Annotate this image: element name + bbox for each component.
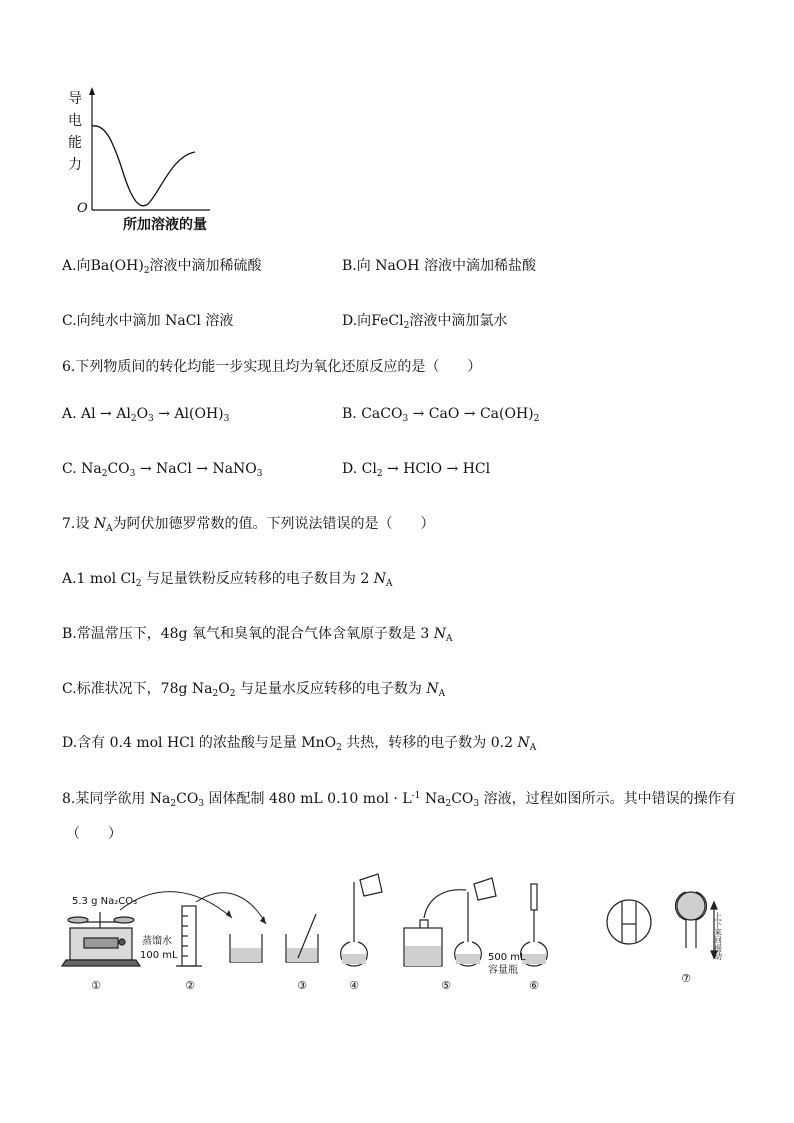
text: CO bbox=[451, 791, 474, 807]
subscript: 2 bbox=[336, 743, 342, 753]
q6-option-d bbox=[342, 459, 490, 479]
subscript: 3 bbox=[198, 799, 205, 809]
flask-label-2: 容量瓶 bbox=[488, 965, 518, 976]
text: C.向纯水中滴加 bbox=[62, 313, 166, 329]
q7-option-b bbox=[62, 624, 453, 644]
text: B. CaCO bbox=[342, 406, 403, 422]
beaker-icon bbox=[230, 934, 262, 962]
y-axis-label bbox=[66, 88, 84, 176]
subscript: 2 bbox=[135, 579, 142, 589]
subscript: 2 bbox=[229, 689, 236, 699]
avogadro-symbol: N bbox=[517, 735, 530, 751]
arrow-head bbox=[260, 916, 266, 924]
text: A. Al → Al bbox=[62, 406, 131, 422]
conductivity-graph bbox=[60, 84, 230, 234]
subscript: 3 bbox=[473, 799, 480, 809]
q5-option-a bbox=[62, 256, 262, 276]
text: → NaCl → NaNO bbox=[135, 461, 257, 477]
avogadro-symbol: N bbox=[93, 516, 107, 532]
subscript: A bbox=[529, 743, 537, 753]
subscript: A bbox=[438, 689, 446, 699]
arrow-head bbox=[226, 910, 232, 918]
y-axis-arrow bbox=[89, 87, 95, 95]
subscript: 2 bbox=[445, 799, 452, 809]
step-number: ⑤ bbox=[441, 979, 451, 992]
subscript: A bbox=[106, 524, 113, 534]
q7-option-d bbox=[62, 733, 536, 753]
text: C.标准状况下，78g Na bbox=[62, 681, 213, 697]
text: NaCl bbox=[165, 313, 201, 329]
subscript: 2 bbox=[403, 321, 410, 331]
text: 7.设 bbox=[62, 516, 94, 532]
q7-option-a bbox=[62, 569, 393, 589]
text: → CaO → Ca(OH) bbox=[408, 406, 534, 422]
text: → HClO → HCl bbox=[382, 461, 491, 477]
text: D.向 bbox=[342, 313, 372, 329]
q5-option-c bbox=[62, 311, 233, 331]
q8-stem-line2: （ ） bbox=[66, 826, 122, 842]
subscript: 2 bbox=[143, 266, 150, 276]
subscript: 2 bbox=[212, 689, 219, 699]
superscript: -1 bbox=[411, 791, 421, 801]
water-label: 蒸馏水 bbox=[142, 936, 172, 947]
volume-label: 100 mL bbox=[140, 950, 178, 961]
text: 与足量铁粉反应转移的电子数目为 2 bbox=[141, 571, 374, 587]
pour-arrow bbox=[196, 893, 266, 924]
text: FeCl bbox=[371, 313, 404, 329]
conductivity-curve bbox=[92, 126, 195, 206]
text: → Al(OH) bbox=[153, 406, 224, 422]
text: B.常温常压下，48g 氧气和臭氧的混合气体含氧原子数是 3 bbox=[62, 626, 434, 642]
q6-stem: 6.下列物质间的转化均能一步实现且均为氧化还原反应的是（ ） bbox=[62, 359, 482, 375]
shaking-flask-icon bbox=[676, 892, 707, 948]
text: A.向 bbox=[62, 258, 91, 274]
text: 共热，转移的电子数为 0.2 bbox=[341, 735, 518, 751]
origin-label: O bbox=[77, 201, 88, 216]
graduated-cylinder-icon bbox=[176, 906, 202, 966]
avogadro-symbol: N bbox=[433, 626, 447, 642]
flask-label-1: 500 mL bbox=[488, 952, 526, 963]
lab-svg bbox=[56, 862, 736, 992]
balance-icon bbox=[62, 912, 140, 966]
flask-neck-magnifier-icon bbox=[607, 900, 651, 944]
stirring-beaker-icon bbox=[286, 914, 318, 962]
avogadro-symbol: N bbox=[426, 681, 439, 697]
q5-option-b bbox=[342, 256, 536, 276]
q7-stem bbox=[62, 514, 435, 534]
subscript: 3 bbox=[402, 414, 409, 424]
lab-procedure-illustration bbox=[56, 862, 736, 992]
text: 溶液，过程如图所示。其中错误的操作有 bbox=[479, 791, 736, 807]
subscript: 3 bbox=[256, 469, 263, 479]
text: Ba(OH) bbox=[90, 258, 144, 274]
step-number: ⑥ bbox=[529, 979, 539, 992]
subscript: 2 bbox=[101, 469, 108, 479]
y-label-char: 导 bbox=[68, 91, 82, 107]
q6-option-b bbox=[342, 404, 539, 424]
q6-option-c bbox=[62, 459, 263, 479]
subscript: 2 bbox=[376, 469, 383, 479]
y-label-char: 电 bbox=[68, 113, 82, 129]
subscript: 2 bbox=[170, 799, 177, 809]
text: D. Cl bbox=[342, 461, 377, 477]
subscript: A bbox=[386, 579, 393, 589]
x-axis-label: 所加溶液的量 bbox=[123, 217, 207, 233]
text: 与足量水反应转移的电子数为 bbox=[235, 681, 427, 697]
text: 溶液 bbox=[200, 313, 234, 329]
step-number: ④ bbox=[349, 979, 359, 992]
text: 溶液中滴加氯水 bbox=[409, 313, 508, 329]
subscript: 3 bbox=[148, 414, 154, 424]
text: D.含有 0.4 mol HCl 的浓盐酸与足量 MnO bbox=[62, 735, 337, 751]
text: 固体配制 480 mL 0.10 mol · L bbox=[204, 791, 412, 807]
text: 溶液中滴加稀盐酸 bbox=[419, 258, 536, 274]
text: CO bbox=[176, 791, 199, 807]
text: B.向 bbox=[342, 258, 376, 274]
subscript: 3 bbox=[223, 414, 230, 424]
text: O bbox=[218, 681, 230, 697]
subscript: 3 bbox=[129, 469, 136, 479]
q5-option-d bbox=[342, 311, 507, 331]
text: C. Na bbox=[62, 461, 102, 477]
balance-label: 5.3 g Na₂CO₃ bbox=[72, 896, 138, 907]
q6-option-a bbox=[62, 404, 229, 424]
subscript: A bbox=[446, 634, 453, 644]
shake-label: 上下来回摇动 bbox=[713, 912, 723, 960]
text: 溶液中滴加稀硫酸 bbox=[149, 258, 262, 274]
q8-stem bbox=[62, 789, 736, 809]
step-number: ③ bbox=[297, 979, 307, 992]
text: O bbox=[136, 406, 149, 422]
text: Na bbox=[420, 791, 446, 807]
text: 8.某同学欲用 Na bbox=[62, 791, 171, 807]
step-number: ⑦ bbox=[681, 972, 691, 985]
avogadro-symbol: N bbox=[373, 571, 386, 587]
reagent-bottle-icon bbox=[404, 878, 496, 966]
text: CO bbox=[107, 461, 130, 477]
y-label-char: 能 bbox=[68, 135, 82, 151]
subscript: 2 bbox=[533, 414, 540, 424]
q7-option-c bbox=[62, 679, 445, 699]
text: 为阿伏加德罗常数的值。下列说法错误的是（ ） bbox=[112, 516, 435, 532]
text: NaOH bbox=[375, 258, 420, 274]
subscript: 2 bbox=[130, 414, 137, 424]
text: A.1 mol Cl bbox=[62, 571, 136, 587]
step-number: ① bbox=[91, 979, 101, 992]
step-number: ② bbox=[185, 979, 195, 992]
y-label-char: 力 bbox=[68, 157, 82, 173]
volumetric-flask-icon bbox=[341, 874, 382, 966]
